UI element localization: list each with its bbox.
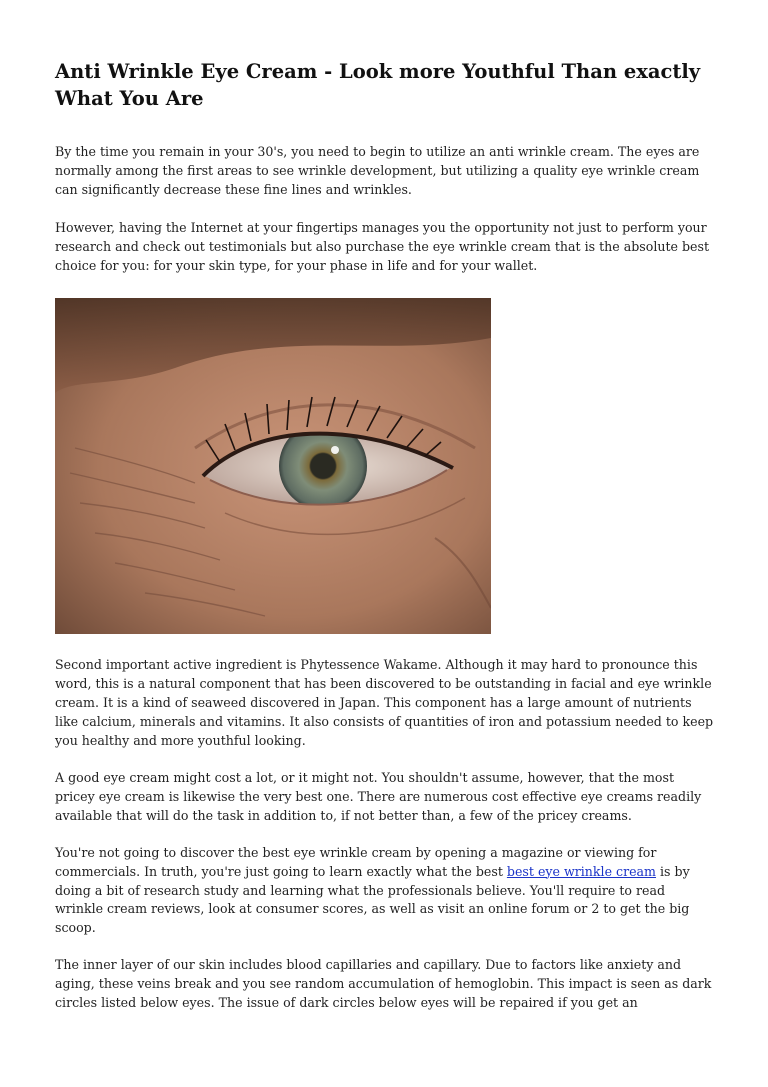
article-title: Anti Wrinkle Eye Cream - Look more Youthful Than exactly What You Are (55, 60, 701, 110)
paragraph-6: The inner layer of our skin includes blood capillaries and capillary. Due to factors like anxiety and aging, these veins break and you see random accumulation of hemoglobin. This impact is seen as dark circles listed below eyes. The issue of dark circles below eyes will be repaired if you get an (55, 957, 712, 1011)
paragraph-3: Second important active ingredient is Phytessence Wakame. Although it may hard to pronounce this word, this is a natural component that has been discovered to be outstanding in facial and eye wrinkle cream. It is a kind of seaweed discovered in Japan. This component has a large amount of nutrients like calcium, minerals and vitamins. It also consists of quantities of iron and potassium needed to keep you healthy and more youthful looking. (55, 657, 714, 749)
paragraph-1: By the time you remain in your 30's, you need to begin to utilize an anti wrinkle cream. The eyes are normally among the first areas to see wrinkle development, but utilizing a quality eye wrinkle cream can significantly decrease these fine lines and wrinkles. (55, 144, 700, 197)
document-page (55, 58, 715, 1013)
paragraph-2: However, having the Internet at your fingertips manages you the opportunity not just to perform your research and check out testimonials but also purchase the eye wrinkle cream that is the absolute best choice for you: for your skin type, for your phase in life and for your wallet. (55, 219, 710, 273)
paragraph-5-text-after: is by doing a bit of research study and learning what the professionals believe. You'll require to read wrinkle cream reviews, look at consumer scores, as well as visit an online forum or 2 to get the big scoop. (55, 863, 690, 936)
best-eye-wrinkle-cream-link[interactable]: best eye wrinkle cream (506, 863, 657, 879)
paragraph-4: A good eye cream might cost a lot, or it might not. You shouldn't assume, however, that the most pricey eye cream is likewise the very best one. There are numerous cost effective eye creams readily available that will do the task in addition to, if not better than, a few of the pricey creams. (55, 769, 702, 823)
eye-closeup-photo (55, 298, 491, 634)
paragraph-5-text-before: You're not going to discover the best eye wrinkle cream by opening a magazine or viewing for commercials. In truth, you're just going to learn exactly what the best (55, 844, 657, 879)
paragraph-5 (55, 844, 715, 939)
